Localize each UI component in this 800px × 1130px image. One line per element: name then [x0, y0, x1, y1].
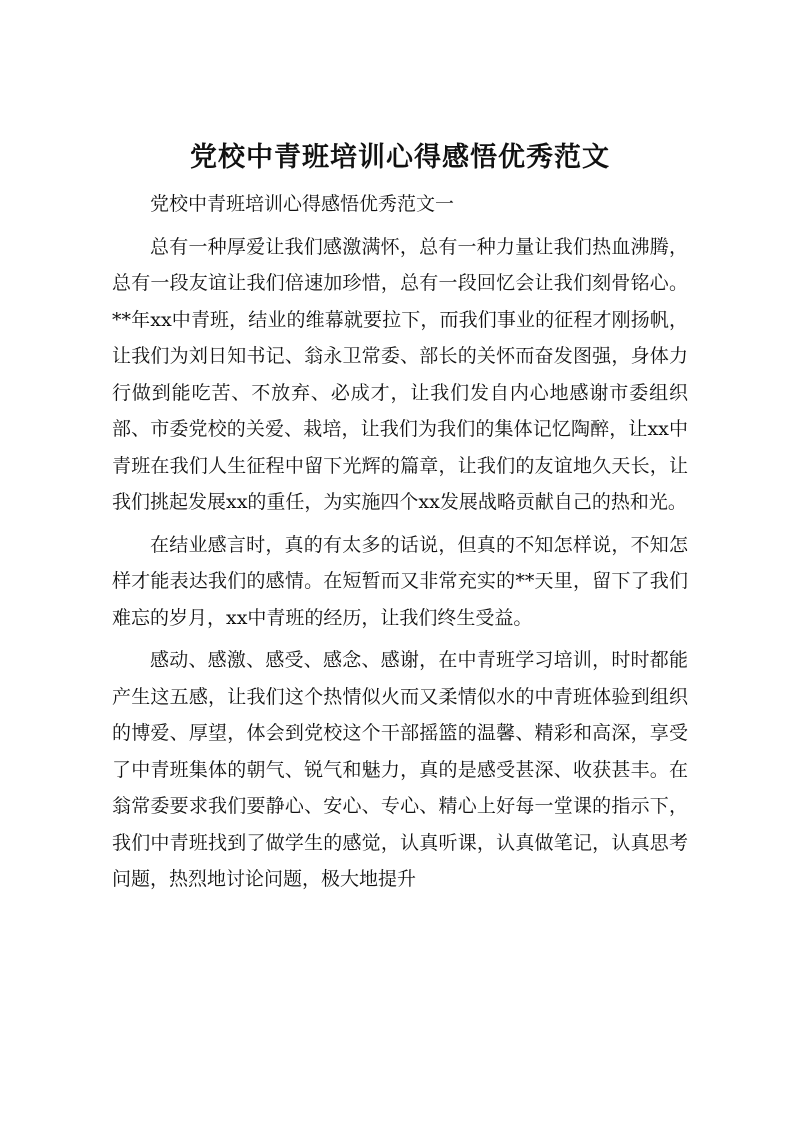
- paragraph-3: 感动、感激、感受、感念、感谢，在中青班学习培训，时时都能产生这五感，让我们这个热情似火而又柔情似水的中青班体验到组织的博爱、厚望，体会到党校这个干部摇篮的温馨、精彩和高深，享受了中青班集体的朝气、锐气和魅力，真的是感受甚深、收获甚丰。在翁常委要求我们要静心、安心、专心、精心上好每一堂课的指示下，我们中青班找到了做学生的感觉，认真听课，认真做笔记，认真思考问题，热烈地讨论问题，极大地提升: [112, 649, 688, 890]
- document-title: 党校中青班培训心得感悟优秀范文: [190, 142, 610, 173]
- paragraph-1: 总有一种厚爱让我们感激满怀，总有一种力量让我们热血沸腾，总有一段友谊让我们倍速加珍惜，总有一段回忆会让我们刻骨铭心。**年xx中青班，结业的维幕就要拉下，而我们事业的征程才刚扬帆，让我们为刘日知书记、翁永卫常委、部长的关怀而奋发图强，身体力行做到能吃苦、不放弃、必成才，让我们发自内心地感谢市委组织部、市委党校的关爱、栽培，让我们为我们的集体记忆陶醉，让xx中青班在我们人生征程中留下光辉的篇章，让我们的友谊地久天长，让我们挑起发展xx的重任，为实施四个xx发展战略贡献自己的热和光。: [112, 235, 688, 513]
- document-body: [112, 186, 688, 904]
- paragraph-2: 在结业感言时，真的有太多的话说，但真的不知怎样说，不知怎样才能表达我们的感情。在短暂而又非常充实的**天里，留下了我们难忘的岁月，xx中青班的经历，让我们终生受益。: [112, 533, 688, 629]
- section-heading: 党校中青班培训心得感悟优秀范文一: [150, 193, 455, 215]
